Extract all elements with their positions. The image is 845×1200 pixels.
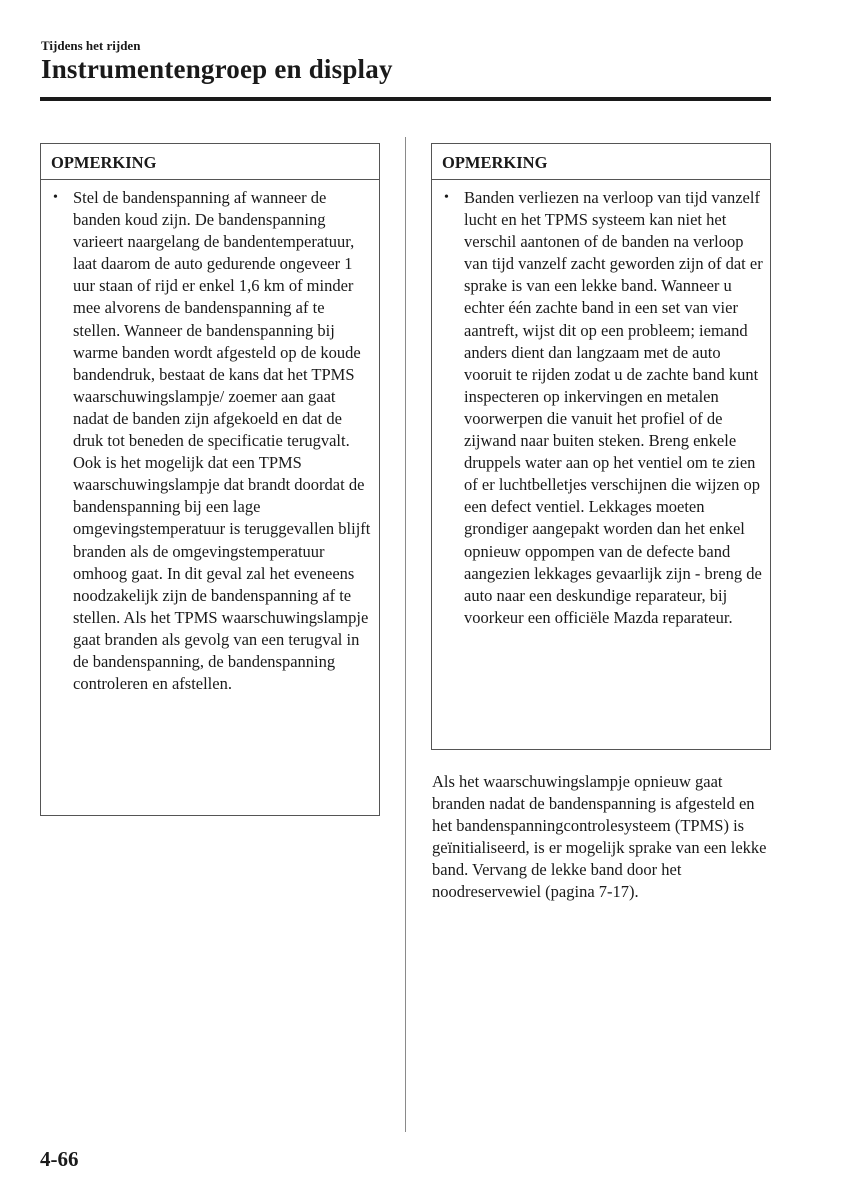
note-heading: OPMERKING bbox=[41, 144, 379, 180]
note-item bbox=[444, 187, 764, 629]
column-divider bbox=[405, 137, 406, 1132]
bullet-icon: • bbox=[444, 190, 449, 205]
note-item bbox=[53, 187, 373, 695]
page-number: 4-66 bbox=[40, 1147, 79, 1171]
title-rule bbox=[40, 97, 771, 101]
note-paragraph: Stel de bandenspanning af wanneer de banden koud zijn. De bandenspanning varieert naargelang de bandentemperatuur, laat daarom de auto gedurende ongeveer 1 uur staan of rijd er enkel 1,6 km of minder mee alvorens de bandenspanning af te stellen. Wanneer de bandenspanning bij warme banden wordt afgesteld op de koude bandendruk, bestaat de kans dat het TPMS waarschuwingslampje/ zoemer aan gaat nadat de banden zijn afgekoeld en dat de druk tot beneden de specificatie terugvalt. bbox=[73, 188, 361, 451]
bullet-icon: • bbox=[53, 190, 58, 205]
body-paragraph: Als het waarschuwingslampje opnieuw gaat branden nadat de bandenspanning is afgesteld en het bandenspanningcontrolesysteem (TPMS) is geïnitialiseerd, is er mogelijk sprake van een lekke band. Vervang de lekke band door het noodreservewiel (pagina 7-17). bbox=[432, 772, 767, 902]
note-paragraph: Ook is het mogelijk dat een TPMS waarschuwingslampje dat brandt doordat de bandenspanning bij een lage omgevingstemperatuur is teruggevallen blijft branden als de omgevingstemperatuur omhoog gaat. In dit geval zal het eveneens noodzakelijk zijn de bandenspanning af te stellen. Als het TPMS waarschuwingslampje gaat branden als gevolg van een terugval in de bandenspanning, de bandenspanning controleren en afstellen. bbox=[73, 453, 371, 694]
note-heading: OPMERKING bbox=[432, 144, 770, 180]
note-list bbox=[432, 180, 770, 629]
page-title: Instrumentengroep en display bbox=[41, 54, 393, 84]
note-list bbox=[41, 180, 379, 695]
note-box-right bbox=[431, 143, 771, 750]
note-paragraph: Banden verliezen na verloop van tijd vanzelf lucht en het TPMS systeem kan niet het verschil aantonen of de banden na verloop van tijd vanzelf zacht geworden zijn of dat er sprake is van een lekke band. Wanneer u echter één zachte band in een set van vier aantreft, wijst dit op een probleem; iemand anders dient dan langzaam met de auto vooruit te rijden zodat u de zachte band kunt inspecteren op inkervingen en metalen voorwerpen die vanuit het profiel of de zijwand naar buiten steken. Breng enkele druppels water aan op het ventiel om te zien of er luchtbelletjes verschijnen die wijzen op een defect ventiel. Lekkages moeten grondiger aangepakt worden dan het enkel opnieuw oppompen van de defecte band aangezien lekkages gevaarlijk zijn - breng de auto naar een deskundige reparateur, bij voorkeur een officiële Mazda reparateur. bbox=[464, 188, 763, 627]
section-label: Tijdens het rijden bbox=[41, 38, 141, 53]
note-box-left bbox=[40, 143, 380, 816]
